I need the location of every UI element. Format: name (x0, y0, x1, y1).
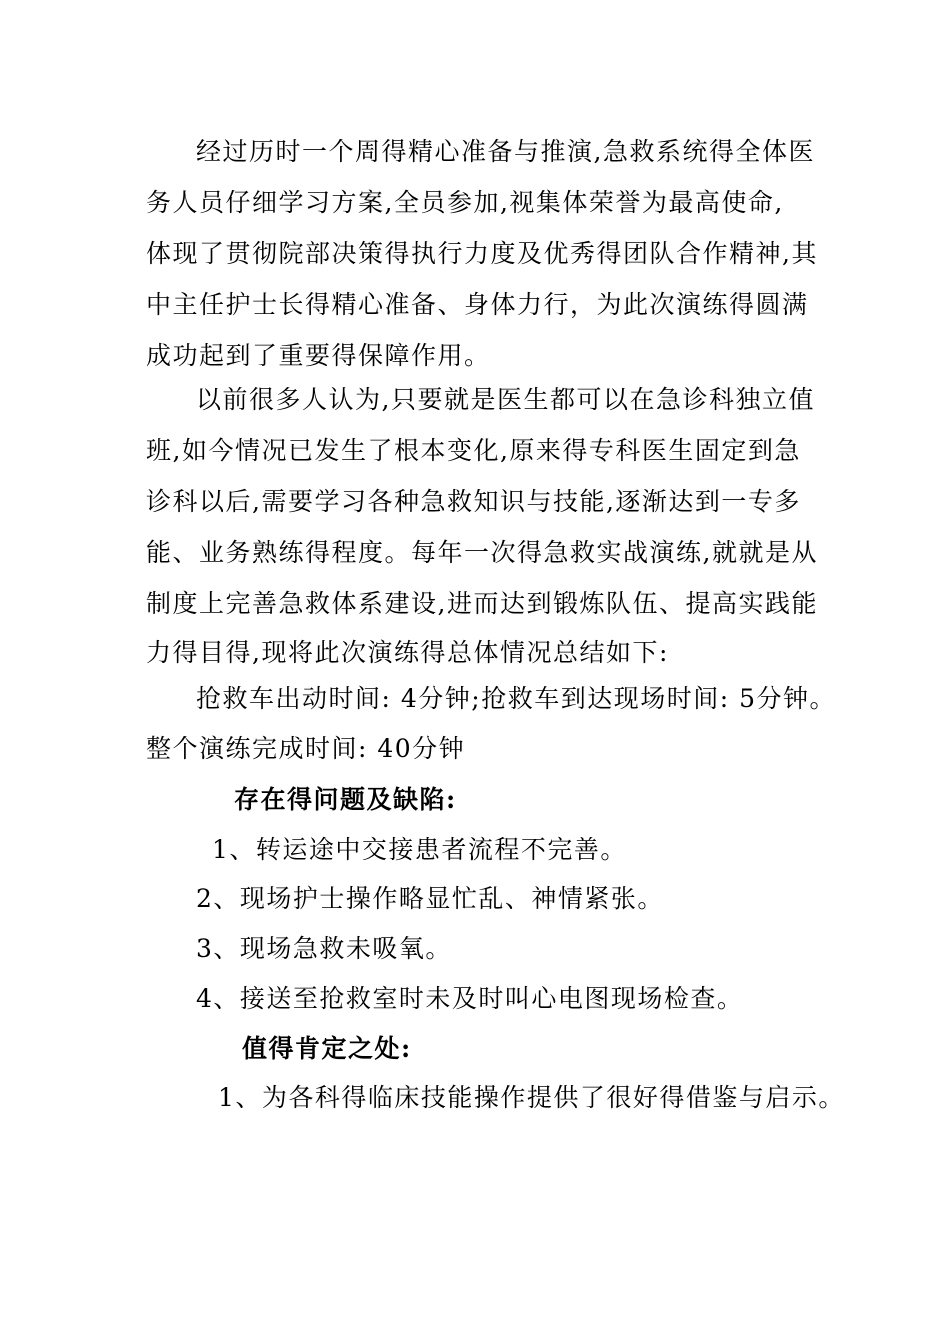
paragraph-1-line-3: 体现了贯彻院部决策得执行力度及优秀得团队合作精神,其 (146, 239, 818, 268)
timing-line-1: 抢救车出动时间: 4分钟;抢救车到达现场时间: 5分钟。 (196, 684, 836, 713)
paragraph-2-line-4: 能、业务熟练得程度。每年一次得急救实战演练,就就是从 (146, 538, 818, 567)
problem-item-3: 3、现场急救未吸氧。 (196, 934, 452, 963)
paragraph-1-line-1: 经过历时一个周得精心准备与推演,急救系统得全体医 (196, 137, 815, 166)
merit-item-1: 1、为各科得临床技能操作提供了很好得借鉴与启示。 (218, 1083, 845, 1112)
problem-item-2: 2、现场护士操作略显忙乱、神情紧张。 (196, 884, 664, 913)
problem-item-4: 4、接送至抢救室时未及时叫心电图现场检查。 (196, 984, 744, 1013)
paragraph-2-line-5: 制度上完善急救体系建设,进而达到锻炼队伍、提高实践能 (146, 589, 818, 618)
paragraph-2-line-2: 班,如今情况已发生了根本变化,原来得专科医生固定到急 (146, 436, 801, 465)
paragraph-1-line-2: 务人员仔细学习方案,全员参加,视集体荣誉为最高使命, (146, 188, 784, 217)
problems-heading: 存在得问题及缺陷: (234, 785, 457, 814)
problem-item-1: 1、转运途中交接患者流程不完善。 (212, 835, 627, 864)
timing-line-2: 整个演练完成时间: 40分钟 (146, 734, 466, 763)
paragraph-2-line-1: 以前很多人认为,只要就是医生都可以在急诊科独立值 (196, 385, 815, 414)
merits-heading: 值得肯定之处: (242, 1034, 412, 1063)
paragraph-2-line-3: 诊科以后,需要学习各种急救知识与技能,逐渐达到一专多 (146, 487, 801, 516)
paragraph-2-line-6: 力得目得,现将此次演练得总体情况总结如下: (146, 638, 669, 667)
paragraph-1-line-5: 成功起到了重要得保障作用。 (146, 341, 491, 370)
paragraph-1-line-4: 中主任护士长得精心准备、身体力行，为此次演练得圆满 (146, 290, 809, 319)
